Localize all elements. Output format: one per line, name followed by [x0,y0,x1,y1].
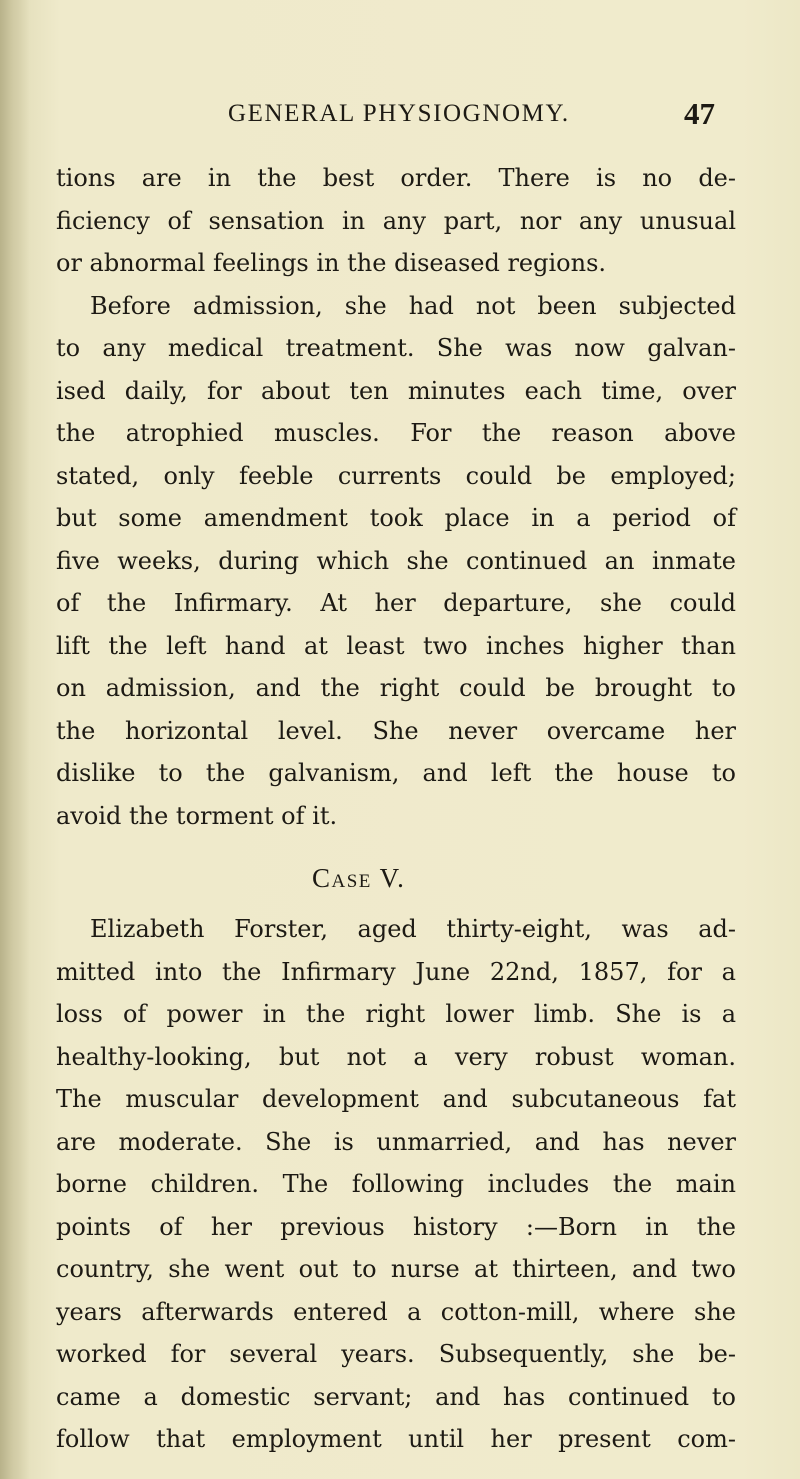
text-line: came a domestic servant; and has continued to [56,1382,736,1411]
text-line: country, she went out to nurse at thirteen, and two [56,1255,736,1283]
paragraph-treatment [56,285,736,838]
text-line: stated, only feeble currents could be employed; [56,461,736,490]
text-line: The muscular development and subcutaneous fat [56,1085,736,1113]
running-header [0,96,800,136]
text-line: tions are in the best order. There is no de- [56,164,736,192]
text-line: or abnormal feelings in the diseased regions. [56,249,607,277]
text-line: the horizontal level. She never overcame her [56,716,736,745]
text-line: borne children. The following includes the main [56,1170,736,1198]
page-number: 47 [684,96,715,131]
text-line: of the Infirmary. At her departure, she could [56,589,736,617]
text-line: lift the left hand at least two inches higher than [56,631,736,660]
paragraph-case-v [56,908,736,1461]
text-line: points of her previous history :—Born in the [56,1212,736,1241]
running-title: GENERAL PHYSIOGNOMY. [228,100,570,127]
text-line: loss of power in the right lower limb. She is a [56,1000,736,1028]
text-line: years afterwards entered a cotton-mill, where she [56,1297,736,1326]
text-line: worked for several years. Subsequently, she be- [56,1340,736,1368]
page-gutter-shadow [0,0,30,1479]
text-line: ficiency of sensation in any part, nor any unusual [56,206,736,235]
text-line: dislike to the galvanism, and left the house to [56,759,736,787]
text-line: but some amendment took place in a period of [56,504,736,532]
text-line: Elizabeth Forster, aged thirty-eight, was ad- [90,915,736,943]
text-line: to any medical treatment. She was now galvan- [56,334,736,362]
text-line: the atrophied muscles. For the reason above [56,419,736,447]
case-heading: Case V. [312,863,406,893]
text-line: are moderate. She is unmarried, and has never [56,1127,736,1156]
text-line: five weeks, during which she continued an inmate [56,546,736,575]
text-line: Before admission, she had not been subjected [90,291,736,320]
text-line: mitted into the Infirmary June 22nd, 1857, for a [56,957,736,986]
text-line: avoid the torment of it. [56,801,338,830]
text-line: ised daily, for about ten minutes each time, over [56,376,736,405]
text-line: follow that employment until her present com- [56,1425,736,1453]
paragraph-continued [56,157,736,285]
text-line: on admission, and the right could be brought to [56,674,736,702]
body-text [56,157,736,1461]
text-line: healthy-looking, but not a very robust woman. [56,1042,736,1071]
